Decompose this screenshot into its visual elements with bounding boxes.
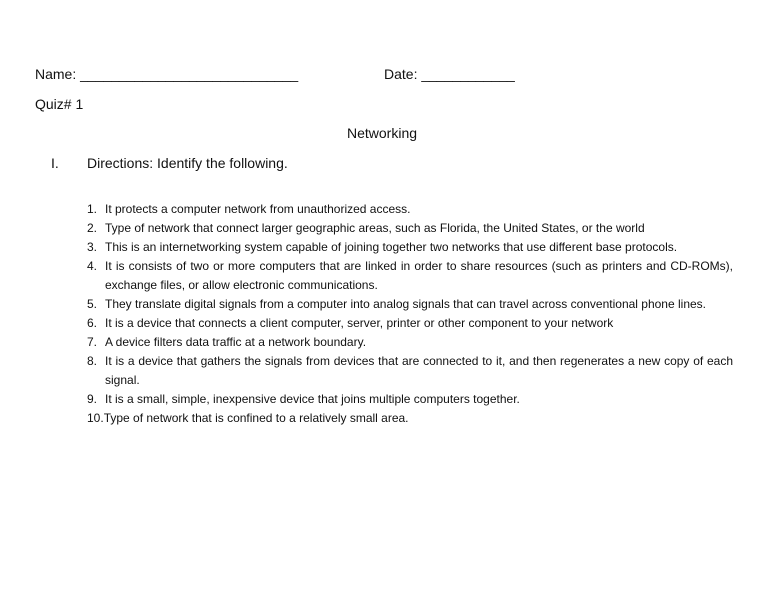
item-text: Type of network that connect larger geographic areas, such as Florida, the United States, or the world (105, 221, 645, 235)
item-number: 4. (87, 259, 98, 273)
list-item (87, 352, 733, 390)
item-text: It is a small, simple, inexpensive device that joins multiple computers together. (105, 392, 520, 406)
section-numeral: I. (51, 155, 59, 171)
item-text: This is an internetworking system capable of joining together two networks that use different base protocols. (105, 240, 678, 254)
list-item (87, 238, 733, 257)
list-item (87, 295, 733, 314)
list-item (87, 200, 733, 219)
list-item (87, 219, 733, 238)
item-number: 10. (87, 411, 104, 425)
item-number: 2. (87, 221, 98, 235)
item-text: It protects a computer network from unauthorized access. (105, 202, 411, 216)
item-number: 8. (87, 354, 98, 368)
question-list (87, 200, 733, 428)
item-text: It is a device that connects a client computer, server, printer or other component to your network (105, 316, 614, 330)
item-number: 7. (87, 335, 98, 349)
list-item (87, 390, 733, 409)
item-text: They translate digital signals from a computer into analog signals that can travel across conventional phone lines. (105, 297, 707, 311)
item-number: 1. (87, 202, 98, 216)
item-text: It is a device that gathers the signals from devices that are connected to it, and then regenerates a new copy of each signal. (105, 354, 733, 387)
date-field: Date: ____________ (384, 66, 515, 82)
list-item (87, 333, 733, 352)
list-item (87, 314, 733, 333)
item-text: A device filters data traffic at a network boundary. (105, 335, 367, 349)
item-number: 9. (87, 392, 98, 406)
list-item (87, 257, 733, 295)
page-title: Networking (347, 125, 418, 141)
directions-heading: Directions: Identify the following. (87, 155, 288, 171)
list-item (87, 409, 733, 428)
name-field: Name: ____________________________ (35, 66, 299, 82)
item-number: 5. (87, 297, 98, 311)
item-text: Type of network that is confined to a relatively small area. (103, 411, 409, 425)
item-number: 3. (87, 240, 98, 254)
quiz-label: Quiz# 1 (35, 96, 84, 112)
item-number: 6. (87, 316, 98, 330)
item-text: It is consists of two or more computers that are linked in order to share resources (such as printers and CD-ROMs), exchange files, or allow electronic communications. (105, 259, 733, 292)
